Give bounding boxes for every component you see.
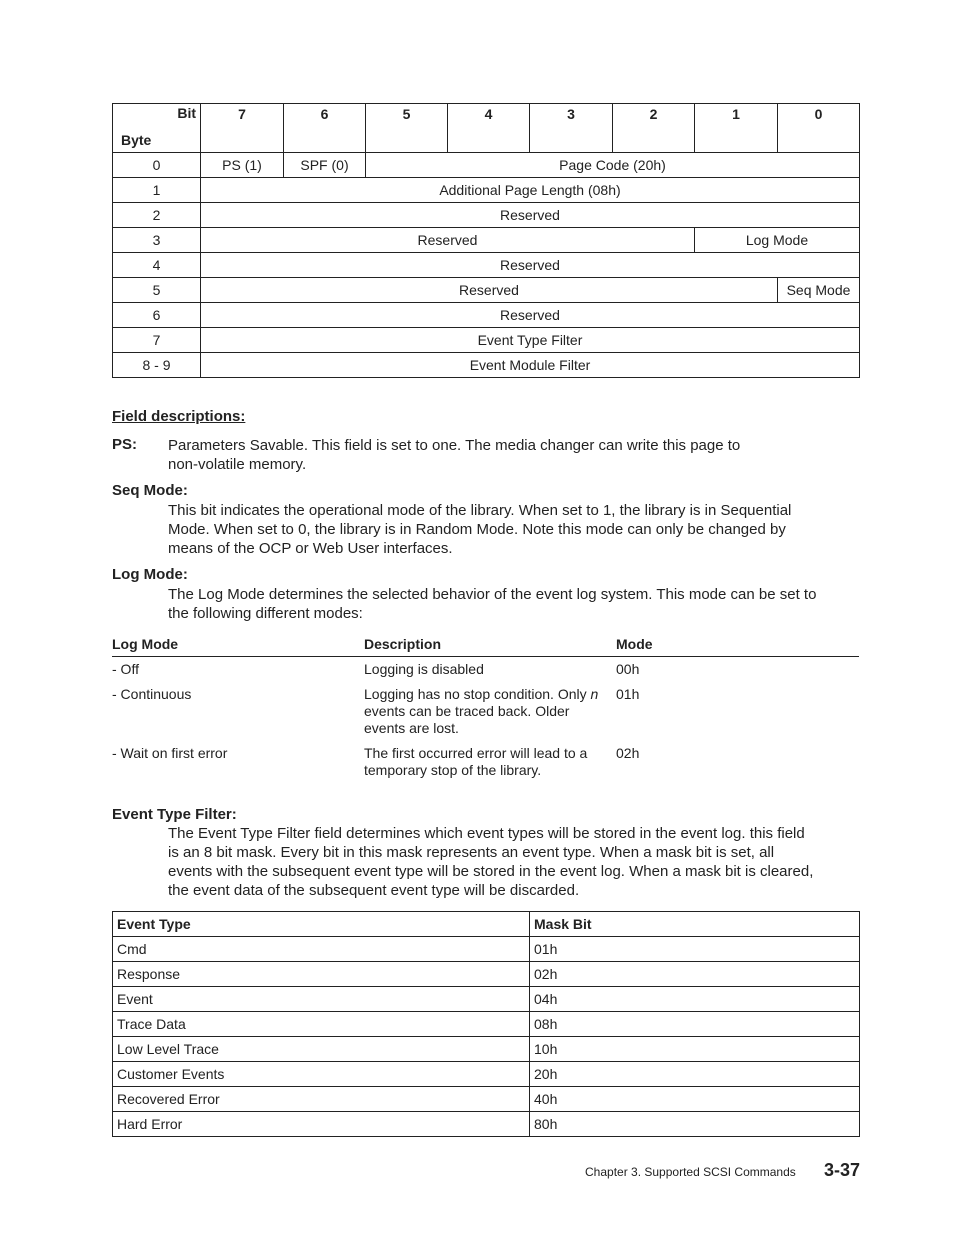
page-format-table	[112, 103, 860, 378]
byte-row	[113, 228, 860, 253]
byte-row	[113, 353, 860, 378]
description-line: events with the subsequent event type will be stored in the event log. When a mask bit is cleared,	[168, 863, 814, 880]
log-mode-value: 01h	[616, 686, 640, 702]
table-row	[113, 1012, 860, 1037]
table-row	[113, 962, 860, 987]
byte-row	[113, 303, 860, 328]
mask-bit-cell: 40h	[530, 1087, 860, 1112]
seq-mode-field: Seq Mode	[778, 278, 860, 303]
footer-chapter: Chapter 3. Supported SCSI Commands	[585, 1165, 796, 1179]
byte-number: 3	[113, 228, 201, 253]
bit-column-header: 1	[695, 104, 778, 153]
log-mode-table-header	[112, 636, 859, 657]
log-mode-term: Log Mode:	[112, 566, 188, 583]
reserved-field: Reserved	[201, 278, 778, 303]
event-type-cell: Response	[113, 962, 530, 987]
log-mode-desc	[364, 686, 604, 737]
event-table-header	[113, 912, 860, 937]
byte-number: 2	[113, 203, 201, 228]
table-row	[113, 1112, 860, 1137]
mask-bit-cell: 08h	[530, 1012, 860, 1037]
byte-number: 4	[113, 253, 201, 278]
event-type-table	[112, 911, 860, 1137]
event-type-cell: Recovered Error	[113, 1087, 530, 1112]
log-mode-desc: Logging is disabled	[364, 661, 484, 677]
bit-label: Bit	[177, 105, 196, 121]
bit-header-row	[113, 104, 860, 153]
table-row	[113, 937, 860, 962]
event-type-column-header: Event Type	[113, 912, 530, 937]
bit-column-header: 5	[366, 104, 448, 153]
bit-column-header: 6	[284, 104, 366, 153]
byte-label: Byte	[121, 132, 152, 148]
ps-field: PS (1)	[201, 153, 284, 178]
mask-bit-cell: 80h	[530, 1112, 860, 1137]
byte-number: 0	[113, 153, 201, 178]
bit-byte-corner-cell	[113, 104, 201, 153]
reserved-field: Reserved	[201, 203, 860, 228]
mask-bit-column-header: Mask Bit	[530, 912, 860, 937]
byte-row	[113, 253, 860, 278]
mask-bit-cell: 04h	[530, 987, 860, 1012]
bit-column-header: 2	[613, 104, 695, 153]
byte-row	[113, 328, 860, 353]
description-line: The Event Type Filter field determines which event types will be stored in the event log. this field	[168, 825, 805, 842]
description-line: This bit indicates the operational mode of the library. When set to 1, the library is in Sequential	[168, 502, 792, 519]
log-mode-field: Log Mode	[695, 228, 860, 253]
mask-bit-cell: 10h	[530, 1037, 860, 1062]
additional-page-length-field: Additional Page Length (08h)	[201, 178, 860, 203]
mask-bit-cell: 02h	[530, 962, 860, 987]
description-line: means of the OCP or Web User interfaces.	[168, 540, 453, 557]
spf-field: SPF (0)	[284, 153, 366, 178]
event-type-cell: Hard Error	[113, 1112, 530, 1137]
seq-mode-description	[168, 501, 791, 558]
table-row	[113, 1062, 860, 1087]
description-line: is an 8 bit mask. Every bit in this mask represents an event type. When a mask bit is set, all	[168, 844, 775, 861]
mask-bit-cell: 20h	[530, 1062, 860, 1087]
byte-number: 7	[113, 328, 201, 353]
description-line: The Log Mode determines the selected behavior of the event log system. This mode can be set to	[168, 586, 817, 603]
bit-column-header: 4	[448, 104, 530, 153]
bit-column-header: 7	[201, 104, 284, 153]
description-line: Parameters Savable. This field is set to one. The media changer can write this page to	[168, 437, 741, 454]
byte-row	[113, 178, 860, 203]
table-row	[113, 1087, 860, 1112]
field-descriptions-heading: Field descriptions:	[112, 408, 246, 425]
description-line: the event data of the subsequent event type will be discarded.	[168, 882, 580, 899]
byte-number: 6	[113, 303, 201, 328]
description-line: the following different modes:	[168, 605, 363, 622]
log-mode-description	[168, 585, 816, 623]
log-mode-column-header: Log Mode	[112, 636, 179, 652]
byte-row	[113, 203, 860, 228]
table-row	[113, 1037, 860, 1062]
desc-text: Logging has no stop condition. Only	[364, 686, 591, 702]
reserved-field: Reserved	[201, 303, 860, 328]
event-type-cell: Cmd	[113, 937, 530, 962]
desc-text: temporary stop of the library.	[364, 762, 542, 778]
ps-description	[168, 436, 740, 474]
event-module-filter-field: Event Module Filter	[201, 353, 860, 378]
byte-number: 1	[113, 178, 201, 203]
description-line: Mode. When set to 0, the library is in Random Mode. Note this mode can only be changed by	[168, 521, 786, 538]
bit-column-header: 0	[778, 104, 860, 153]
log-mode-name: - Wait on first error	[112, 745, 228, 761]
log-mode-value: 00h	[616, 661, 640, 677]
event-type-cell: Trace Data	[113, 1012, 530, 1037]
desc-text: events can be traced back. Older	[364, 703, 570, 719]
event-type-cell: Event	[113, 987, 530, 1012]
mask-bit-cell: 01h	[530, 937, 860, 962]
event-type-cell: Customer Events	[113, 1062, 530, 1087]
page-number: 3-37	[824, 1160, 861, 1180]
log-mode-name: - Off	[112, 661, 139, 677]
table-row	[113, 987, 860, 1012]
event-type-filter-term: Event Type Filter:	[112, 806, 237, 823]
byte-row	[113, 278, 860, 303]
description-line: non-volatile memory.	[168, 456, 307, 473]
byte-number: 8 - 9	[113, 353, 201, 378]
desc-text: The first occurred error will lead to a	[364, 745, 588, 761]
event-type-filter-description	[168, 824, 813, 900]
event-type-filter-field: Event Type Filter	[201, 328, 860, 353]
byte-row	[113, 153, 860, 178]
ps-term: PS:	[112, 436, 138, 453]
event-type-cell: Low Level Trace	[113, 1037, 530, 1062]
reserved-field: Reserved	[201, 253, 860, 278]
log-mode-name: - Continuous	[112, 686, 192, 702]
mode-column-header: Mode	[616, 636, 653, 652]
bit-column-header: 3	[530, 104, 613, 153]
byte-number: 5	[113, 278, 201, 303]
page-code-field: Page Code (20h)	[366, 153, 860, 178]
description-column-header: Description	[364, 636, 442, 652]
reserved-field: Reserved	[201, 228, 695, 253]
log-mode-value: 02h	[616, 745, 640, 761]
log-mode-desc	[364, 745, 604, 779]
seq-mode-term: Seq Mode:	[112, 482, 188, 499]
desc-italic-n: n	[590, 686, 599, 702]
desc-text: events are lost.	[364, 720, 459, 736]
